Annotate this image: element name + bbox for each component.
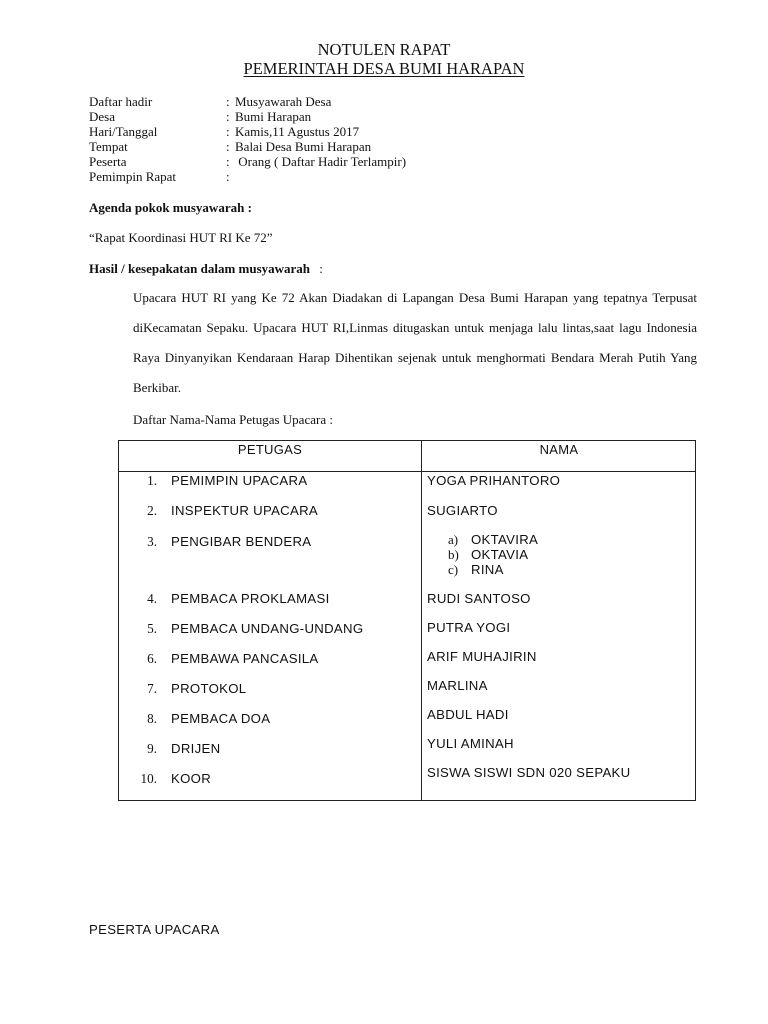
row-petugas: KOOR [171,771,212,786]
row-nama: MARLINA [427,678,488,693]
row-number: 3. [147,534,157,549]
sub-list-mark: b) [448,547,459,562]
info-colon: : [226,154,230,169]
row-number: 4. [147,591,157,606]
info-label: Daftar hadir [89,94,153,109]
row-number: 10. [140,771,157,786]
agenda-text: “Rapat Koordinasi HUT RI Ke 72” [89,230,273,245]
row-petugas: PEMBACA DOA [171,711,271,726]
row-number: 9. [147,741,157,756]
row-number: 2. [147,503,157,518]
row-nama: OKTAVIA [471,547,529,562]
hasil-colon: : [319,261,323,276]
hasil-paragraph: Upacara HUT RI yang Ke 72 Akan Diadakan di Lapangan Desa Bumi Harapan yang tepatnya Terpusat diKecamatan Sepaku. Upacara HUT RI,Linmas ditugaskan untuk menjaga lalu lintas,saat lagu Indonesia Raya Dinyanyikan Kendaraan Harap Dihentikan sejenak untuk menghormati Bendara Merah Putih Yang Berkibar. [133,290,697,395]
table-header-petugas: PETUGAS [237,442,303,457]
info-colon: : [226,169,230,184]
row-number: 1. [147,473,157,488]
table-column-divider [421,441,422,800]
info-colon: : [226,139,230,154]
info-value: Kamis,11 Agustus 2017 [235,124,360,139]
info-colon: : [226,109,230,124]
info-label: Peserta [89,154,127,169]
row-nama: OKTAVIRA [471,532,539,547]
row-nama: SUGIARTO [427,503,498,518]
sub-list-mark: c) [448,562,459,577]
info-value: Balai Desa Bumi Harapan [235,139,372,154]
row-petugas: PEMBAWA PANCASILA [171,651,319,666]
table-header-divider [119,471,695,472]
info-label: Tempat [89,139,128,154]
document-title: NOTULEN RAPAT [317,40,451,59]
info-colon: : [226,94,230,109]
document-subtitle: PEMERINTAH DESA BUMI HARAPAN [243,59,525,78]
info-value: Musyawarah Desa [235,94,332,109]
row-nama: RUDI SANTOSO [427,591,531,606]
sub-list-mark: a) [448,532,459,547]
info-value: Orang ( Daftar Hadir Terlampir) [235,154,407,169]
info-label: Pemimpin Rapat [89,169,177,184]
row-petugas: PROTOKOL [171,681,247,696]
row-petugas: PENGIBAR BENDERA [171,534,312,549]
row-nama: RINA [471,562,504,577]
petugas-table [118,440,696,801]
row-number: 8. [147,711,157,726]
row-petugas: INSPEKTUR UPACARA [171,503,319,518]
row-number: 6. [147,651,157,666]
hasil-heading-row [89,261,323,277]
petugas-list-intro: Daftar Nama-Nama Petugas Upacara : [133,412,333,427]
table-header-nama: NAMA [539,442,579,457]
row-nama: SISWA SISWI SDN 020 SEPAKU [427,765,631,780]
row-nama: ABDUL HADI [427,707,509,722]
footer-peserta-upacara: PESERTA UPACARA [89,922,220,937]
row-nama: YOGA PRIHANTORO [427,473,561,488]
hasil-heading: Hasil / kesepakatan dalam musyawarah [89,261,311,276]
row-nama: PUTRA YOGI [427,620,511,635]
info-label: Hari/Tanggal [89,124,158,139]
row-petugas: PEMBACA UNDANG-UNDANG [171,621,364,636]
agenda-heading: Agenda pokok musyawarah : [89,200,252,215]
info-value: Bumi Harapan [235,109,312,124]
row-nama: YULI AMINAH [427,736,514,751]
row-number: 5. [147,621,157,636]
info-label: Desa [89,109,115,124]
row-petugas: DRIJEN [171,741,221,756]
row-number: 7. [147,681,157,696]
info-colon: : [226,124,230,139]
row-nama: ARIF MUHAJIRIN [427,649,537,664]
row-petugas: PEMBACA PROKLAMASI [171,591,330,606]
row-petugas: PEMIMPIN UPACARA [171,473,308,488]
